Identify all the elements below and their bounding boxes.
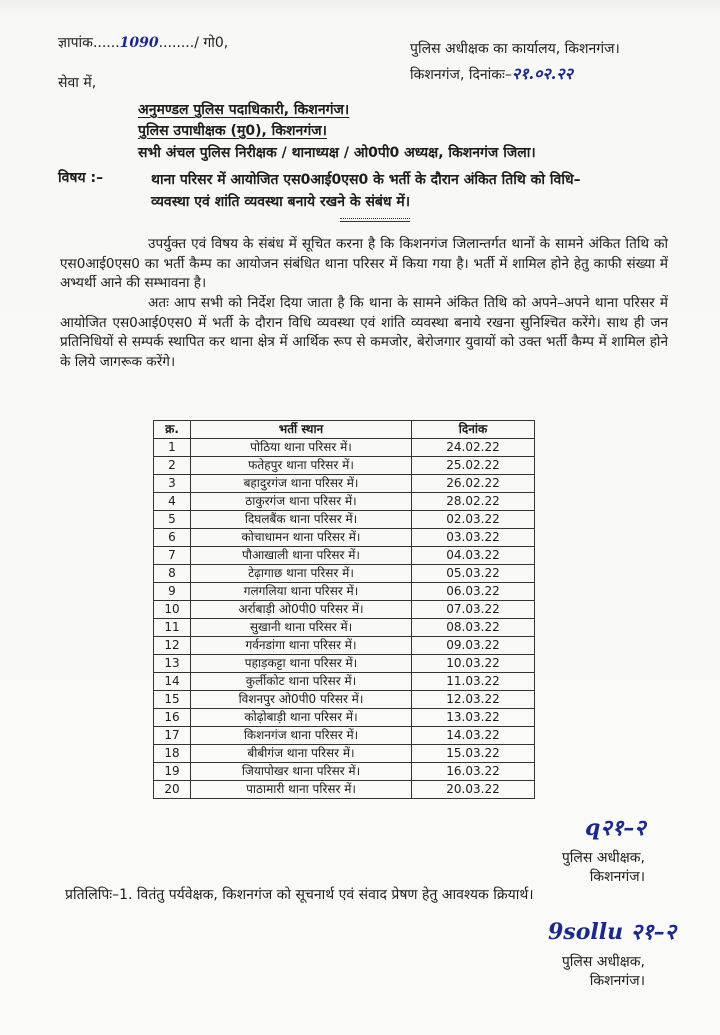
row-location: जियापोखर थाना परिसर में। xyxy=(191,763,412,781)
row-serial: 11 xyxy=(154,619,191,637)
table-row xyxy=(154,565,535,583)
recruitment-schedule-table xyxy=(153,420,535,799)
row-serial: 8 xyxy=(154,565,191,583)
addressee-1: अनुमण्डल पुलिस पदाधिकारी, किशनगंज। xyxy=(138,102,350,118)
row-serial: 6 xyxy=(154,529,191,547)
row-location: कोढ़ोबाड़ी थाना परिसर में। xyxy=(191,709,412,727)
salutation: सेवा में, xyxy=(58,75,97,91)
row-date: 10.03.22 xyxy=(412,655,535,673)
row-location: किशनगंज थाना परिसर में। xyxy=(191,727,412,745)
row-serial: 10 xyxy=(154,601,191,619)
table-row xyxy=(154,493,535,511)
issue-date-line xyxy=(410,62,573,84)
table-row xyxy=(154,457,535,475)
memo-label: ज्ञापांक xyxy=(58,35,93,51)
row-serial: 14 xyxy=(154,673,191,691)
table-row xyxy=(154,727,535,745)
body-paragraph-2 xyxy=(60,294,668,372)
row-location: अर्राबाड़ी ओ0पी0 परिसर में। xyxy=(191,601,412,619)
row-location: गलगलिया थाना परिसर में। xyxy=(191,583,412,601)
row-date: 07.03.22 xyxy=(412,601,535,619)
divider xyxy=(340,218,410,222)
table-row xyxy=(154,439,535,457)
row-location: बहादुरगंज थाना परिसर में। xyxy=(191,475,412,493)
table-row xyxy=(154,529,535,547)
date-label: किशनगंज, दिनांकः– xyxy=(410,67,512,83)
signature-1-block xyxy=(520,849,645,887)
row-serial: 7 xyxy=(154,547,191,565)
signature-1-place: किशनगंज। xyxy=(589,869,645,885)
row-location: कोचाधामन थाना परिसर में। xyxy=(191,529,412,547)
row-date: 08.03.22 xyxy=(412,619,535,637)
row-date: 25.02.22 xyxy=(412,457,535,475)
memo-dots: ........ xyxy=(158,35,195,51)
table-row xyxy=(154,673,535,691)
row-date: 13.03.22 xyxy=(412,709,535,727)
row-location: सुखानी थाना परिसर में। xyxy=(191,619,412,637)
signature-2-block xyxy=(520,953,645,991)
table-header-row xyxy=(154,421,535,439)
table-row xyxy=(154,781,535,799)
memo-dots: ...... xyxy=(92,35,120,51)
table-row xyxy=(154,709,535,727)
row-location: फतेहपुर थाना परिसर में। xyxy=(191,457,412,475)
row-date: 11.03.22 xyxy=(412,673,535,691)
row-serial: 12 xyxy=(154,637,191,655)
table-row xyxy=(154,601,535,619)
table-row xyxy=(154,583,535,601)
table-row xyxy=(154,763,535,781)
subject-line-2: व्यवस्था एवं शांति व्यवस्था बनाये रखने के संबंध में। xyxy=(151,194,411,210)
row-location: ठाकुरगंज थाना परिसर में। xyxy=(191,493,412,511)
row-location: दिघलबैंक थाना परिसर में। xyxy=(191,511,412,529)
paragraph-2-text: अतः आप सभी को निर्देश दिया जाता है कि थाना के सामने अंकित तिथि को अपने–अपने थाना परिसर में आयोजित एस0आई0एस0 में भर्ती के दौरान विधि व्यवस्था एवं शांति व्यवस्था बनाये रखना सुनिश्चित करेंगे। साथ ही जन प्रतिनिधियों से सम्पर्क स्थापित कर थाना क्षेत्र में आर्थिक रूप से कमजोर, बेरोजगार युवायों को उक्त भर्ती कैम्प में शामिल होने के लिये जागरूक करेंगे। xyxy=(60,295,668,370)
row-serial: 19 xyxy=(154,763,191,781)
row-serial: 18 xyxy=(154,745,191,763)
table-row xyxy=(154,475,535,493)
row-serial: 17 xyxy=(154,727,191,745)
row-serial: 1 xyxy=(154,439,191,457)
memo-number-line xyxy=(58,33,228,52)
body-paragraph-1 xyxy=(60,235,668,294)
row-date: 06.03.22 xyxy=(412,583,535,601)
header-location: भर्ती स्थान xyxy=(191,421,412,439)
row-serial: 16 xyxy=(154,709,191,727)
addressee-3: सभी अंचल पुलिस निरीक्षक / थानाध्यक्ष / ओ0पी0 अध्यक्ष, किशनगंज जिला। xyxy=(138,145,536,161)
row-serial: 4 xyxy=(154,493,191,511)
memo-number: 1090 xyxy=(119,35,159,51)
row-location: कुर्लीकोट थाना परिसर में। xyxy=(191,673,412,691)
date-handwritten: २१.०२.२२ xyxy=(511,64,573,83)
row-date: 05.03.22 xyxy=(412,565,535,583)
row-date: 20.03.22 xyxy=(412,781,535,799)
header-date: दिनांक xyxy=(412,421,535,439)
subject-label: विषय :– xyxy=(58,170,104,186)
row-date: 04.03.22 xyxy=(412,547,535,565)
row-location: पौआखाली थाना परिसर में। xyxy=(191,547,412,565)
signature-2-place: किशनगंज। xyxy=(589,973,645,989)
paragraph-1-text: उपर्युक्त एवं विषय के संबंध में सूचित करना है कि किशनगंज जिलान्तर्गत थानों के सामने अंकित तिथि को एस0आई0एस0 का भर्ती कैम्प का आयोजन संबंधित थाना परिसर में किया गया है। भर्ती में शामिल होने हेतु काफी संख्या में अभ्यर्थी आने की सम्भावना है। xyxy=(60,236,668,291)
row-location: पहाड़कट्टा थाना परिसर में। xyxy=(191,655,412,673)
row-location: पाठामारी थाना परिसर में। xyxy=(191,781,412,799)
row-location: बीबीगंज थाना परिसर में। xyxy=(191,745,412,763)
table-row xyxy=(154,745,535,763)
table-row xyxy=(154,619,535,637)
table-row xyxy=(154,637,535,655)
signature-1-mark: q२१–२ xyxy=(585,815,646,841)
signature-1-title: पुलिस अधीक्षक, xyxy=(561,850,645,866)
row-date: 14.03.22 xyxy=(412,727,535,745)
table-row xyxy=(154,655,535,673)
table-row xyxy=(154,511,535,529)
memo-suffix: / गो0, xyxy=(194,35,229,51)
signature-2-title: पुलिस अधीक्षक, xyxy=(561,954,645,970)
row-serial: 13 xyxy=(154,655,191,673)
row-serial: 20 xyxy=(154,781,191,799)
table-row xyxy=(154,691,535,709)
row-location: गर्वनडांगा थाना परिसर में। xyxy=(191,637,412,655)
row-serial: 2 xyxy=(154,457,191,475)
row-serial: 15 xyxy=(154,691,191,709)
row-date: 12.03.22 xyxy=(412,691,535,709)
row-serial: 9 xyxy=(154,583,191,601)
office-name: पुलिस अधीक्षक का कार्यालय, किशनगंज। xyxy=(410,41,620,57)
row-date: 24.02.22 xyxy=(412,439,535,457)
copy-to-line: प्रतिलिपिः–1. वितंतु पर्यवेक्षक, किशनगंज को सूचनार्थ एवं संवाद प्रेषण हेतु आवश्यक क्रियार्थ। xyxy=(65,887,534,903)
row-date: 16.03.22 xyxy=(412,763,535,781)
row-location: पोठिया थाना परिसर में। xyxy=(191,439,412,457)
signature-2-mark: 9sollu २१–२ xyxy=(548,919,677,945)
row-serial: 3 xyxy=(154,475,191,493)
row-location: विशनपुर ओ0पी0 परिसर में। xyxy=(191,691,412,709)
row-date: 03.03.22 xyxy=(412,529,535,547)
table-row xyxy=(154,547,535,565)
row-date: 02.03.22 xyxy=(412,511,535,529)
row-date: 28.02.22 xyxy=(412,493,535,511)
header-serial: क्र. xyxy=(154,421,191,439)
row-serial: 5 xyxy=(154,511,191,529)
row-date: 09.03.22 xyxy=(412,637,535,655)
addressee-2: पुलिस उपाधीक्षक (मु0), किशनगंज। xyxy=(138,123,327,139)
row-date: 26.02.22 xyxy=(412,475,535,493)
row-location: टेढ़ागाछ थाना परिसर में। xyxy=(191,565,412,583)
subject-line-1: थाना परिसर में आयोजित एस0आई0एस0 के भर्ती के दौरान अंकित तिथि को विधि– xyxy=(151,172,581,188)
row-date: 15.03.22 xyxy=(412,745,535,763)
